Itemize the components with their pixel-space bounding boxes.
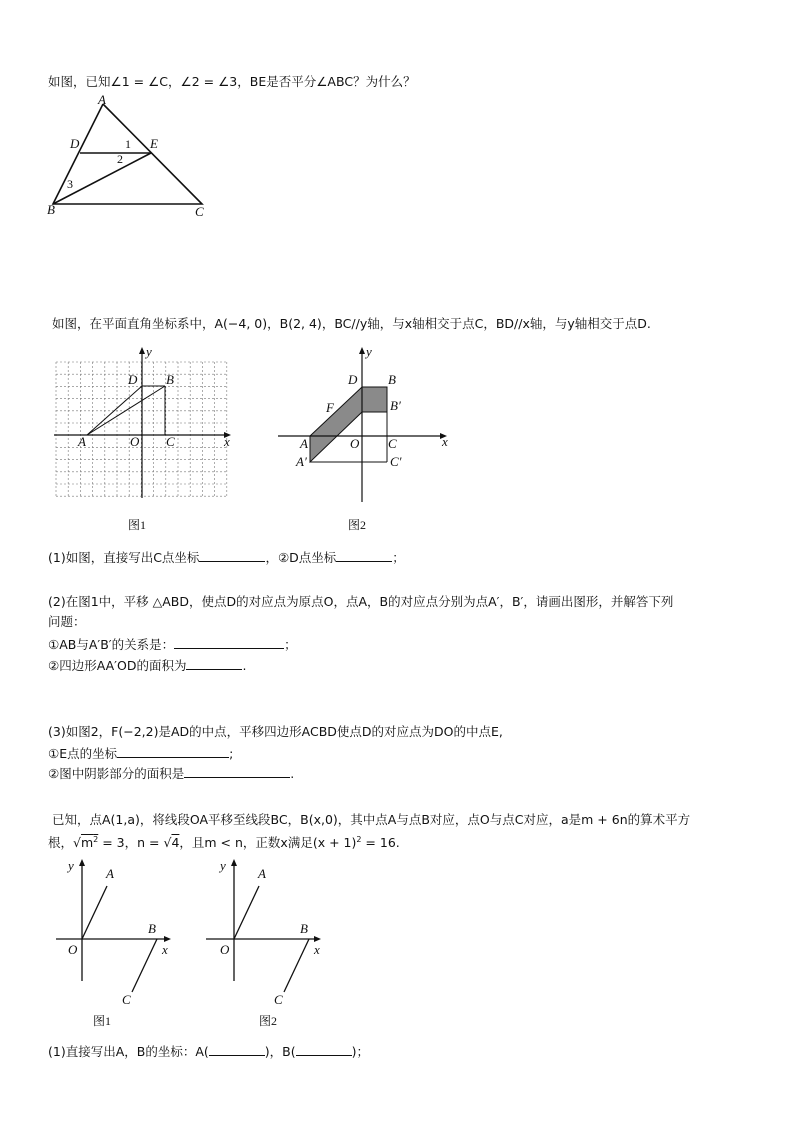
problem3-line1: 已知，点A(1,a)，将线段OA平移至线段BC，B(x,0)，其中点A与点B对应，点O与点C对应，a是m + 6n的算术平方 [52,812,691,827]
label-x: x [314,942,320,957]
label-o: O [220,942,230,957]
label-a: A [300,436,308,451]
y-axis-arrow [231,859,237,866]
q2-sub1-text: ①AB与A′B′的关系是： [48,637,175,652]
label-x: x [162,942,168,957]
answer-blank-c[interactable] [199,549,265,562]
segment-bc [132,939,157,992]
sqrt-radicand-2: 4 [171,835,180,851]
label-c: C [274,992,283,1007]
p3-text-c: ，且m < n，正数x满足(x + 1) [179,835,357,851]
label-e: E [150,136,158,151]
q2-sub2-end: . [242,658,247,673]
angle-1-label: 1 [125,137,131,151]
triangle-outline [53,104,202,204]
angle-3-label: 3 [67,177,73,191]
label-c: C [166,434,175,449]
q1-end: ； [392,550,405,565]
label-b: B [388,372,396,387]
question-2-2-sub2 [48,657,246,674]
q3-sub2-end: . [290,766,295,781]
q3-sub1-text: ①E点的坐标 [48,746,118,761]
p3-text-d: = 16. [361,835,400,851]
label-o: O [68,942,78,957]
problem2-intro: 如图，在平面直角坐标系中，A(−4, 0)，B(2, 4)，BC//y轴，与x轴相交于点C，BD//x轴，与y轴相交于点D. [52,316,651,331]
question-2-2-line2: 问题： [48,614,86,629]
problem1-text: 如图，已知∠1 = ∠C，∠2 = ∠3，BE是否平分∠ABC？为什么？ [48,74,416,89]
label-y: y [146,344,152,359]
grid-lines [56,362,227,496]
exponent-2: 2 [356,835,362,844]
question-2-1 [48,549,405,566]
q3-sub1-end: ; [229,746,234,761]
label-a: A [78,434,86,449]
label-b: B [166,372,174,387]
figure-1-caption: 图1 [128,518,147,532]
answer-blank-b-coord[interactable] [296,1043,352,1056]
answer-blank-shaded-area[interactable] [184,765,290,778]
q2-sub2-text: ②四边形AA′OD的面积为 [48,658,187,673]
label-x: x [442,434,448,449]
y-axis-arrow [79,859,85,866]
y-axis-arrow [359,347,365,354]
question-2-3-line1: (3)如图2，F(−2,2)是AD的中点，平移四边形ACBD使点D的对应点为DO的中点E, [48,724,503,739]
label-f: F [326,400,334,415]
label-x: x [224,434,230,449]
label-o: O [350,436,360,451]
question-2-2-line1: (2)在图1中，平移 △ABD，使点D的对应点为原点O，点A，B的对应点分别为点A′，B′，请画出图形，并解答下列 [48,594,674,609]
answer-blank-e-coord[interactable] [117,745,229,758]
answer-blank-ab-relation[interactable] [174,636,284,649]
label-d: D [128,372,138,387]
label-a: A [106,866,114,881]
label-d: D [70,136,80,151]
label-o: O [130,434,140,449]
radicand-m: m [80,835,94,851]
label-a-prime: A′ [296,454,307,469]
label-b-prime: B′ [390,398,401,413]
question-2-3-sub2 [48,765,294,782]
label-b: B [47,202,55,217]
p3-figure-1-caption: 图1 [93,1014,112,1028]
p3-q1-text-a: (1)直接写出A，B的坐标：A( [48,1044,209,1059]
label-b: B [148,921,156,936]
p3-q1-text-b: )，B( [264,1044,296,1059]
triangle-figure [40,92,220,222]
angle-2-label: 2 [117,152,123,166]
answer-blank-area[interactable] [186,657,242,670]
problem3-line2 [48,832,400,851]
label-y: y [366,344,372,359]
exponent-1: 2 [93,835,99,844]
question-2-3-sub1 [48,745,233,762]
translation-figure-1 [52,856,182,1006]
p3-text-a: 根， [48,835,74,851]
segment-bc [284,939,309,992]
q1-part-b: ，②D点坐标 [265,550,337,565]
answer-blank-d[interactable] [336,549,392,562]
shaded-region-rect [362,387,387,412]
answer-blank-a-coord[interactable] [209,1043,265,1056]
question-2-2-sub1 [48,636,297,653]
sqrt-sign-2: √ [163,835,172,851]
sqrt-radicand-1 [81,835,98,850]
label-y: y [68,858,74,873]
label-y: y [220,858,226,873]
label-a: A [258,866,266,881]
coordinate-grid-figure-1 [48,342,238,507]
label-c: C [388,436,397,451]
label-a: A [98,92,106,107]
label-b: B [300,921,308,936]
segment-oa [234,886,259,939]
translation-figure-2 [202,856,332,1006]
label-d: D [348,372,358,387]
sqrt-sign: √ [73,835,81,851]
problem3-question-1 [48,1043,369,1060]
p3-figure-2-caption: 图2 [259,1014,278,1028]
coordinate-figure-2 [270,342,460,507]
segment-oa [82,886,107,939]
figure-2-caption: 图2 [348,518,367,532]
label-c-prime: C′ [390,454,402,469]
y-axis-arrow [139,347,145,354]
q2-sub1-end: ； [284,637,297,652]
label-c: C [195,204,204,219]
p3-q1-text-c: )； [351,1044,369,1059]
q1-part-a: (1)如图，直接写出C点坐标 [48,550,200,565]
p3-text-b: = 3，n = [98,835,164,851]
q3-sub2-text: ②图中阴影部分的面积是 [48,766,185,781]
label-c: C [122,992,131,1007]
